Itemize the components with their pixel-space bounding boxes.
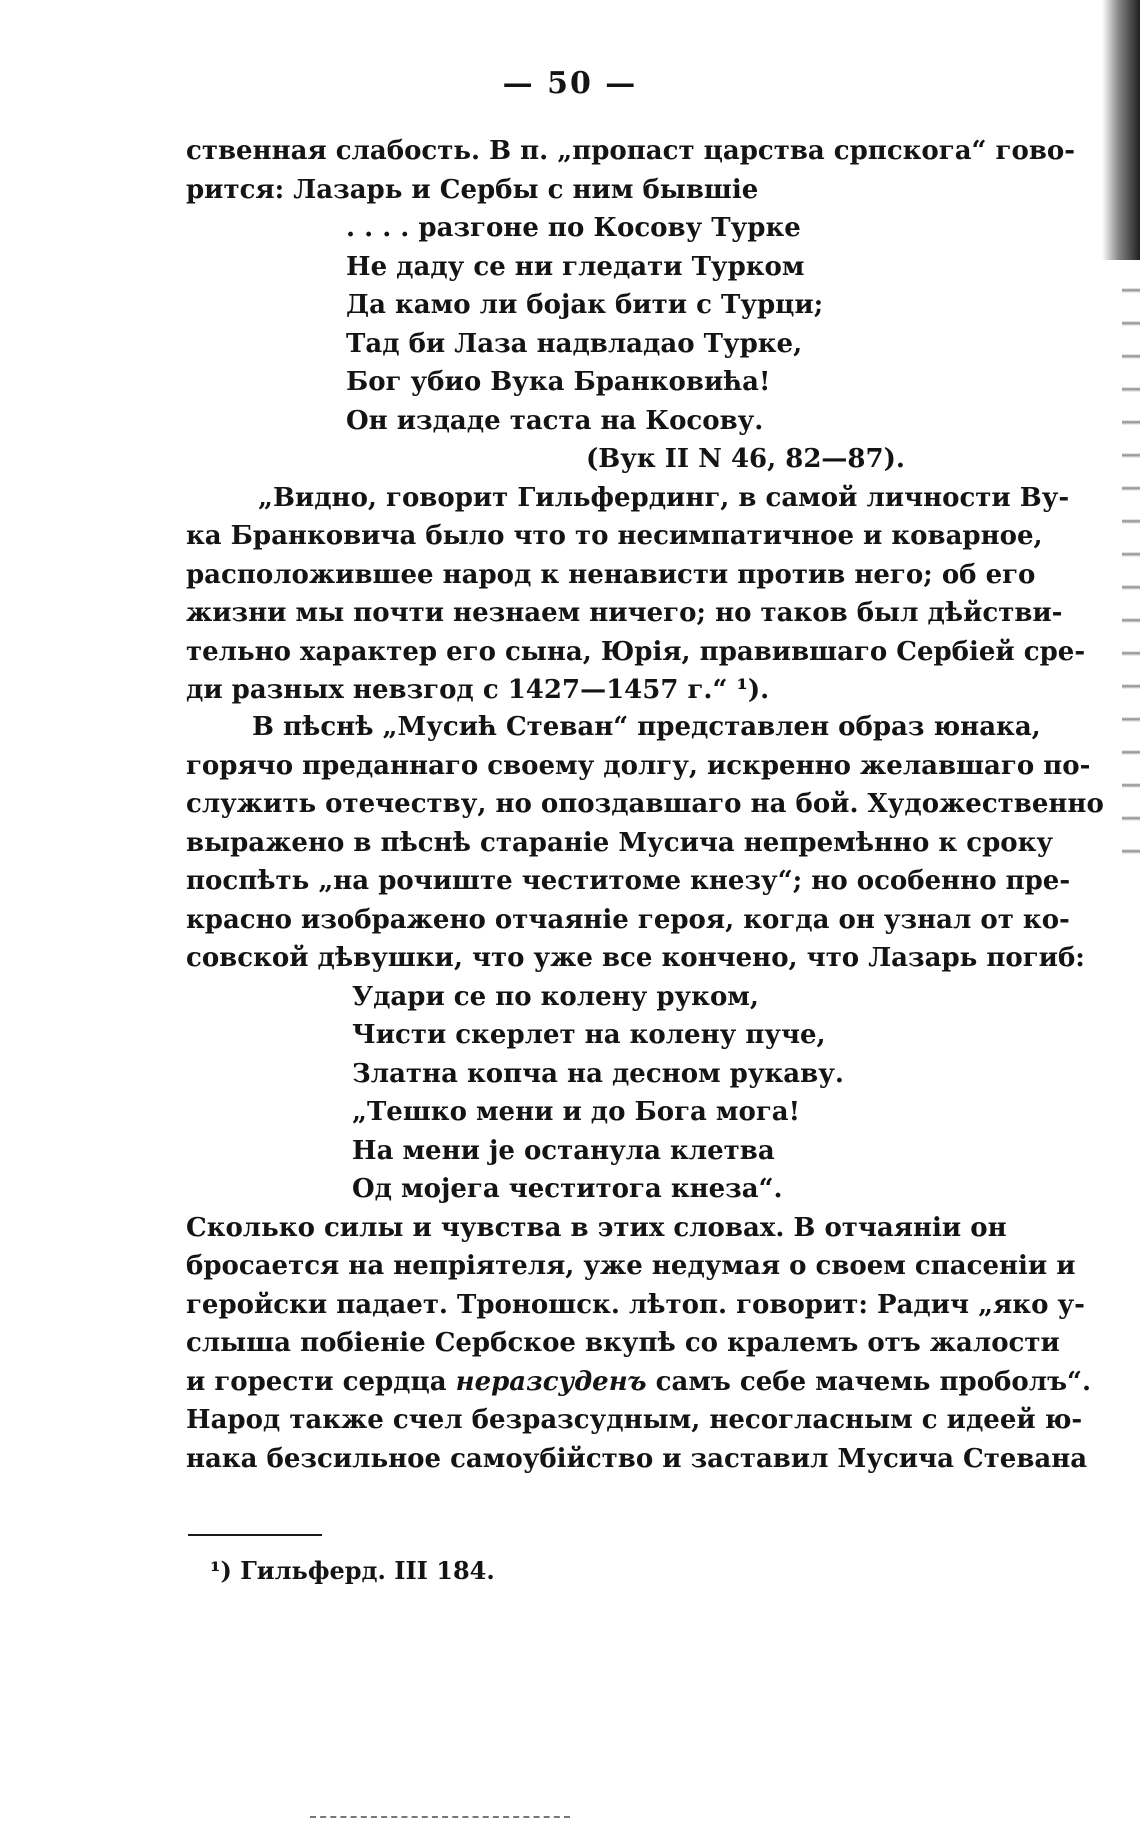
text-line: Тад би Лаза надвладао Турке, <box>346 328 803 359</box>
text-line: Златна копча на десном рукаву. <box>352 1058 844 1089</box>
text-line: красно изображено отчаяніе героя, когда он узнал от ко- <box>186 904 1070 935</box>
text-line: Сколько силы и чувства в этих словах. В отчаяніи он <box>186 1212 1007 1243</box>
footnote-marker: ¹) <box>210 1556 232 1585</box>
text-block-1 <box>186 132 1086 710</box>
text-line: „Тешко мени и до Бога мога! <box>352 1097 801 1127</box>
text-line: Да камо ли бојак бити с Турци; <box>346 290 824 320</box>
text-line: и горести сердца неразсуденъ самъ себе мачемь проболъ“. <box>186 1366 1092 1397</box>
text-line: Чисти скерлет на колену пуче, <box>352 1020 826 1050</box>
text-line: тельно характер его сына, Юрія, правившаго Сербіей сре- <box>186 636 1086 667</box>
text-line: жизни мы почти незнаем ничего; но таков был дѣйстви- <box>186 598 1063 628</box>
footnote-text: Гильферд. III 184. <box>240 1556 495 1585</box>
text-line: ственная слабость. В п. „пропаст царства српскога“ гово- <box>186 136 1076 166</box>
text-line: слыша побіеніе Сербское вкупѣ со кралемъ отъ жалости <box>186 1328 1060 1358</box>
text-line: расположившее народ к ненависти против него; об его <box>186 559 1036 590</box>
text-line: совской дѣвушки, что уже все кончено, что Лазарь погиб: <box>186 943 1085 973</box>
text-block-2 <box>186 708 1104 1478</box>
footnote-rule <box>188 1534 322 1536</box>
text-line: На мени је останула клетва <box>352 1135 775 1166</box>
text-line: бросается на непріятеля, уже недумая о своем спасеніи и <box>186 1251 1076 1281</box>
text-line: выражено в пѣснѣ стараніе Мусича непремѣнно к сроку <box>186 827 1054 858</box>
text-line: рится: Лазарь и Сербы с ним бывшіе <box>186 174 759 205</box>
footnote <box>210 1556 495 1585</box>
text-line: . . . . разгоне по Косову Турке <box>346 213 801 243</box>
text-line: нака безсильное самоубійство и заставил Мусича Стевана <box>186 1443 1088 1474</box>
text-line: Народ также счел безразсудным, несогласным с идеей ю- <box>186 1405 1083 1435</box>
text-line: Не даду се ни гледати Турком <box>346 251 805 282</box>
text-line: Бог убио Вука Бранковића! <box>346 367 771 397</box>
text-line: горячо преданнаго своему долгу, искренно желавшаго по- <box>186 750 1091 781</box>
text-line: Удари се по колену руком, <box>352 981 759 1012</box>
italic-word: неразсуденъ <box>455 1366 647 1397</box>
text-line: служить отечеству, но опоздавшаго на бой. Художественно <box>186 789 1104 819</box>
text-line: ди разных невзгод с 1427—1457 г.“ ¹). <box>186 675 770 705</box>
text-line: В пѣснѣ „Мусић Стеван“ представлен образ юнака, <box>252 712 1041 742</box>
text-line: поспѣть „на рочиште честитоме кнезу“; но особенно пре- <box>186 866 1071 896</box>
page-number: — 50 — <box>502 66 638 101</box>
scan-edge-shadow <box>1102 0 1140 260</box>
text-line: (Вук II N 46, 82—87). <box>586 444 905 474</box>
text-line: Од мојега честитога кнеза“. <box>352 1174 783 1204</box>
text-line: геройски падает. Троношск. лѣтоп. говорит: Радич „яко у- <box>186 1289 1085 1320</box>
text-line: „Видно, говорит Гильфердинг, в самой личности Ву- <box>258 482 1070 513</box>
text-line: ка Бранковича было что то несимпатичное и коварное, <box>186 521 1043 551</box>
text-line: Он издаде таста на Косову. <box>346 405 764 436</box>
scan-bottom-mark <box>310 1816 570 1822</box>
scan-edge-marks <box>1122 260 1140 860</box>
